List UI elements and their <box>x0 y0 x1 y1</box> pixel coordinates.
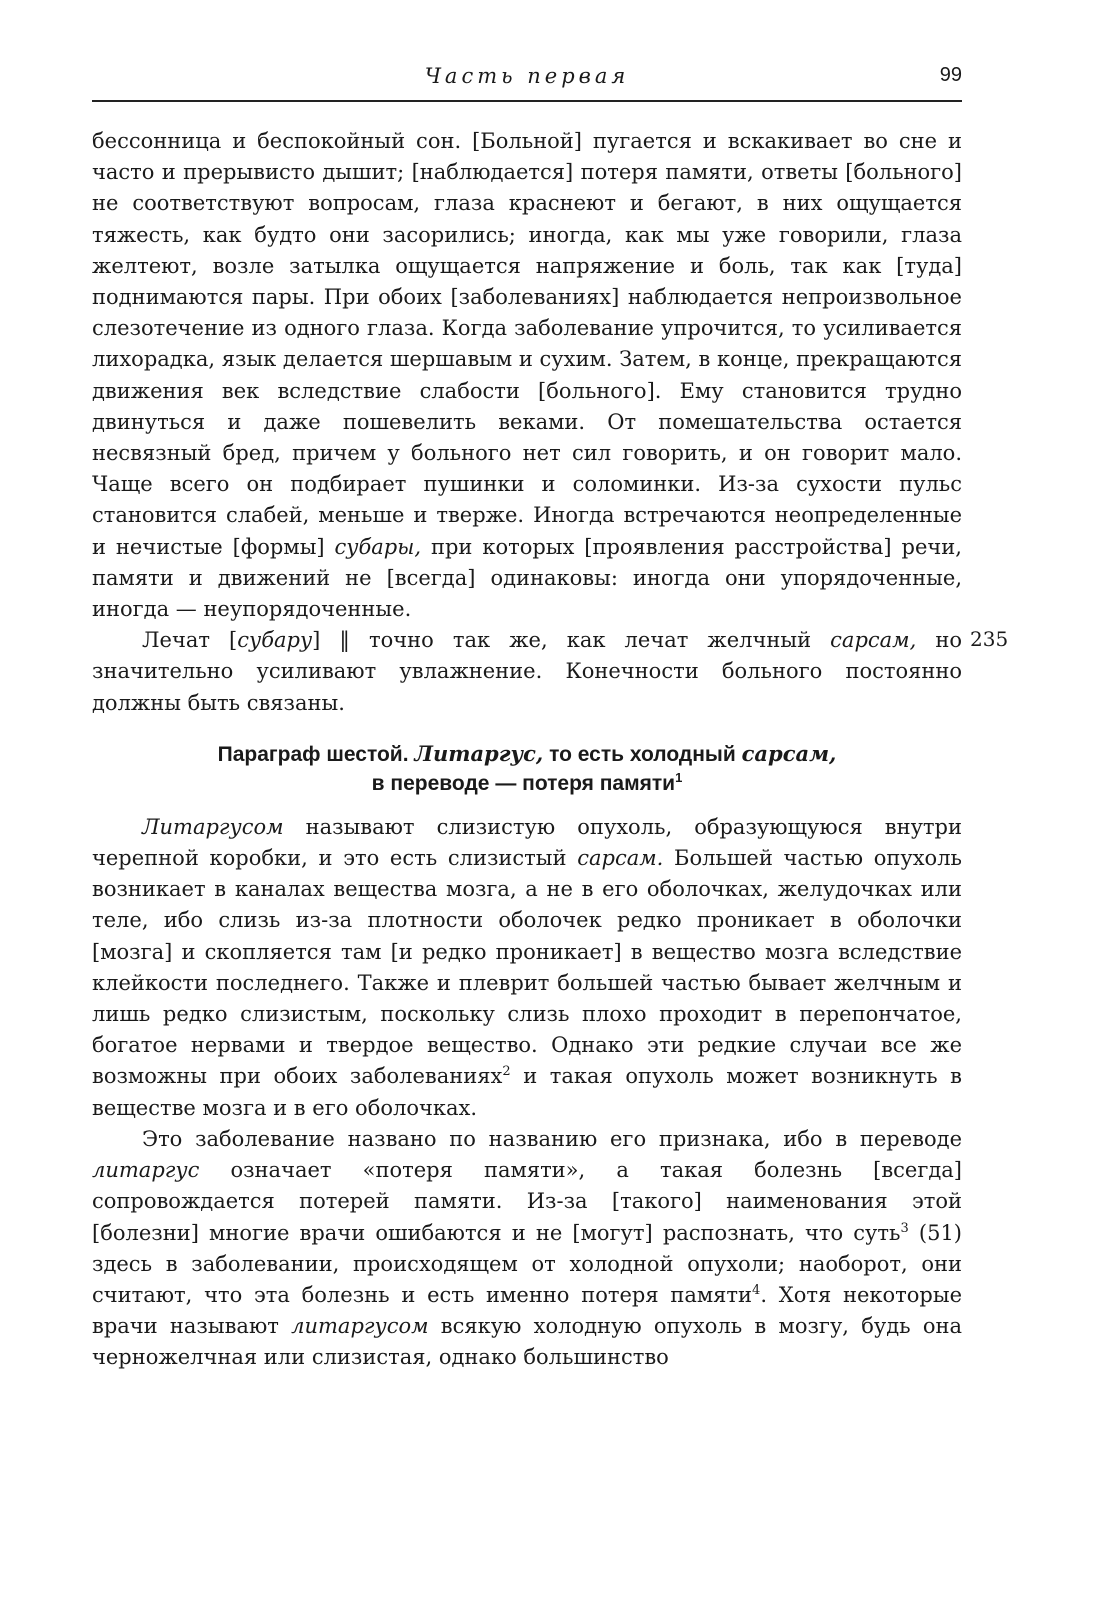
p4-c: (51) здесь в заболевании, происходящем от холодной опухоли; наоборот, они считают, что эта болезнь и есть именно потеря памяти <box>92 1220 962 1307</box>
p3-b: Большей частью опухоль возникает в каналах вещества мозга, а не в его оболочках, желудочках или теле, ибо слизь из-за плотности оболочек редко проникает в оболочки [мозга] и скопляется там [и редко проникает] в вещество мозга вследствие клейкости последнего. Также и плеврит большей частью бывает желчным и лишь редко слизистым, поскольку слизь плохо проходит в перепончатое, богатое нервами и твердое вещество. Однако эти редкие случаи все же возможны при обоих заболеваниях <box>92 846 962 1089</box>
p4-a-italic: литаргус <box>92 1158 200 1183</box>
running-head <box>92 60 962 100</box>
p3-lead-italic: Литаргусом <box>142 814 284 839</box>
p4-d-italic: литаргусом <box>291 1314 429 1339</box>
heading-line-1 <box>92 739 962 769</box>
p3-a-italic: сарсам. <box>577 846 664 871</box>
p2-b-italic: сарсам, <box>830 628 917 653</box>
p2-a: Лечат [ <box>142 628 238 653</box>
heading-part2: то есть холодный <box>549 742 736 766</box>
p2-a-italic: субару <box>237 628 313 653</box>
book-page <box>92 60 1009 1374</box>
heading-part2-italic: сарсам, <box>741 740 837 766</box>
section-heading <box>92 739 962 798</box>
margin-number: 235 <box>970 627 1009 652</box>
paragraph-1-text: бессонница и беспокойный сон. [Больной] пугается и вскакивает во сне и часто и прерывисто дышит; [наблюдается] потеря памяти, ответы [больного] не соответствуют вопросам, глаза краснеют и бегают, в них ощущается тяжесть, как будто они засорились; иногда, как мы уже говорили, глаза желтеют, возле затылка ощущается напряжение и боль, так как [туда] поднимаются пары. При обоих [заболеваниях] наблюдается непроизвольное слезотечение из одного глаза. Когда заболевание упрочится, то усиливается лихорадка, язык делается шершавым и сухим. Затем, в конце, прекращаются движения век вследствие слабости [больного]. Ему становится трудно двинуться и даже пошевелить веками. От помешательства остается несвязный бред, причем у больного нет сил говорить, и он говорит мало. Чаще всего он подбирает пушинки и соломинки. Из-за сухости пульс становится слабей, меньше и тверже. Иногда встречаются неопределенные и нечистые [формы] <box>92 129 962 559</box>
p3-c: и такая опухоль может возникнуть в веществе мозга и в его оболочках. <box>92 1064 962 1120</box>
paragraph-3 <box>92 812 962 1124</box>
paragraph-1 <box>92 126 962 625</box>
p2-b: ] ‖ точно так же, как лечат желчный <box>312 628 812 653</box>
p4-e: всякую холодную опухоль в мозгу, будь она черножелчная или слизистая, однако большинство <box>92 1314 962 1370</box>
heading-line-2 <box>92 769 962 798</box>
heading-part1-italic: Литаргус, <box>414 740 544 766</box>
heading-part1: Параграф шестой. <box>217 742 409 766</box>
p3-a: называют слизистую опухоль, образующуюся внутри черепной коробки, и это есть слизистый <box>92 814 962 871</box>
heading-line2-text: в переводе — потеря памяти <box>371 771 676 795</box>
p4-d: . Хотя некоторые врачи называют <box>92 1282 962 1339</box>
p4-b: означает «потеря памяти», а такая болезнь [всегда] сопровождается потерей памяти. Из-за [такого] наименования этой [болезни] многие врачи ошибаются и не [могут] распознать, что суть <box>92 1158 962 1245</box>
heading-footnote: 1 <box>675 769 683 785</box>
p3-footnote: 2 <box>502 1064 511 1080</box>
paragraph-4 <box>92 1124 962 1374</box>
paragraph-1-italic: субары, <box>334 534 422 559</box>
header-rule <box>92 100 962 102</box>
paragraph-1-tail: при которых [проявления расстройства] речи, памяти и движений не [всегда] одинаковы: иногда они упорядоченные, иногда — неупорядоченные. <box>92 534 962 622</box>
running-title: Часть первая <box>424 64 630 88</box>
paragraph-2-wrap <box>92 625 1009 719</box>
paragraph-2 <box>92 625 962 719</box>
page-number: 99 <box>939 64 962 86</box>
p4-footnote-3: 3 <box>900 1220 909 1236</box>
p4-a: Это заболевание названо по названию его признака, ибо в переводе <box>142 1126 962 1151</box>
p4-footnote-4: 4 <box>752 1282 761 1298</box>
p2-c: но значительно усиливают увлажнение. Конечности больного постоянно должны быть связаны. <box>92 628 962 715</box>
